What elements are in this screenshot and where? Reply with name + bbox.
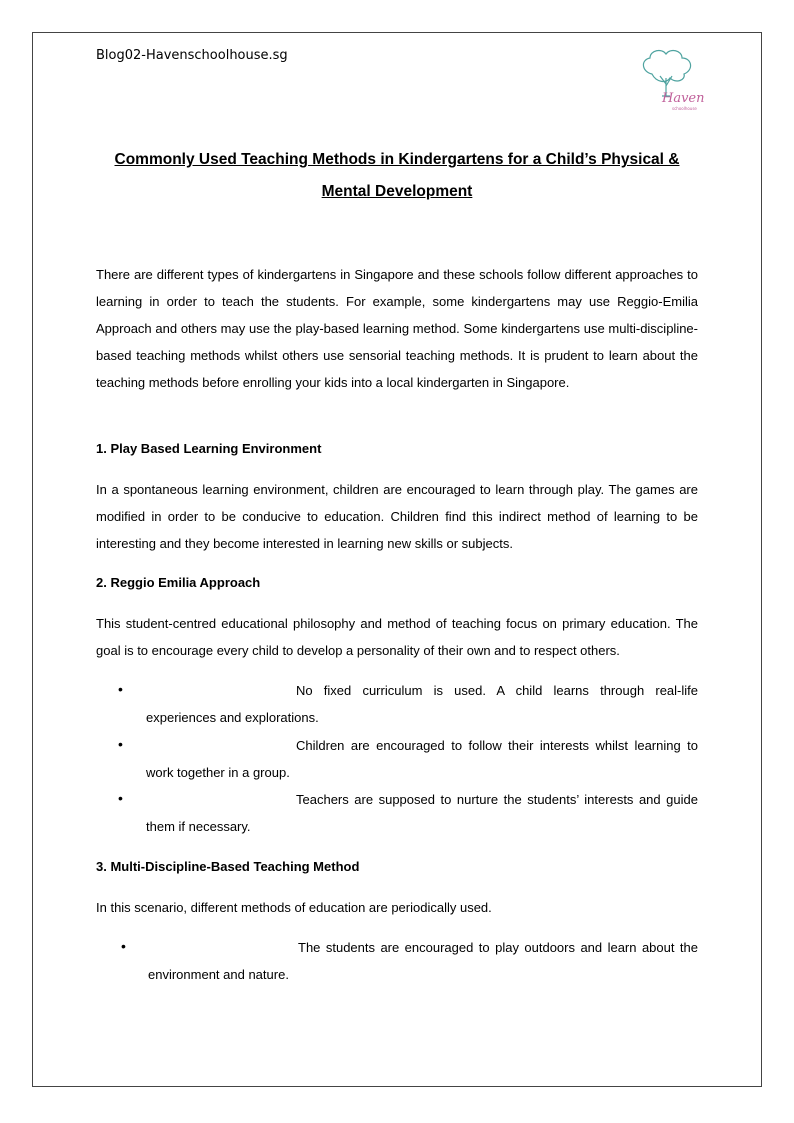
logo-text: Haven bbox=[662, 91, 704, 106]
haven-logo bbox=[632, 44, 704, 116]
bullet-dot: • bbox=[118, 790, 123, 806]
section-1-heading: 1. Play Based Learning Environment bbox=[96, 441, 322, 456]
bullet-text: No fixed curriculum is used. A child learns through real-life experiences and explorations. bbox=[146, 683, 698, 725]
header-site-name: Blog02-Havenschoolhouse.sg bbox=[96, 48, 288, 63]
bullet-text: The students are encouraged to play outdoors and learn about the environment and nature. bbox=[148, 940, 698, 982]
list-item bbox=[146, 677, 698, 731]
intro-paragraph: There are different types of kindergartens in Singapore and these schools follow different approaches to learning in order to teach the students. For example, some kindergartens may use Reggio-Emilia Approach and others may use the play-based learning method. Some kindergartens use multi-discipline-based teaching methods whilst others use sensorial teaching methods. It is prudent to learn about the teaching methods before enrolling your kids into a local kindergarten in Singapore. bbox=[96, 267, 698, 390]
bullet-text: Children are encouraged to follow their interests whilst learning to work together in a group. bbox=[146, 738, 698, 780]
section-1-paragraph: In a spontaneous learning environment, children are encouraged to learn through play. The games are modified in order to be conducive to education. Children find this indirect method of learning to be interesting and they become interested in learning new skills or subjects. bbox=[96, 482, 698, 551]
bullet-text: Teachers are supposed to nurture the students’ interests and guide them if necessary. bbox=[146, 792, 698, 834]
list-item bbox=[146, 732, 698, 786]
section-2-paragraph: This student-centred educational philosophy and method of teaching focus on primary education. The goal is to encourage every child to develop a personality of their own and to respect others. bbox=[96, 616, 698, 658]
title-line-2: Mental Development bbox=[321, 183, 473, 200]
bullet-dot: • bbox=[118, 736, 123, 752]
logo-subtext: schoolhouse bbox=[672, 106, 697, 111]
bullet-dot: • bbox=[118, 681, 123, 697]
section-3-paragraph: In this scenario, different methods of education are periodically used. bbox=[96, 900, 492, 915]
title-line-1: Commonly Used Teaching Methods in Kindergartens for a Child’s Physical & bbox=[114, 151, 680, 168]
document-title bbox=[96, 144, 698, 208]
bullet-dot: • bbox=[121, 938, 126, 954]
section-3-heading: 3. Multi-Discipline-Based Teaching Method bbox=[96, 859, 360, 874]
list-item bbox=[148, 934, 698, 988]
list-item bbox=[146, 786, 698, 840]
section-2-heading: 2. Reggio Emilia Approach bbox=[96, 575, 261, 590]
tree-icon bbox=[643, 51, 690, 96]
